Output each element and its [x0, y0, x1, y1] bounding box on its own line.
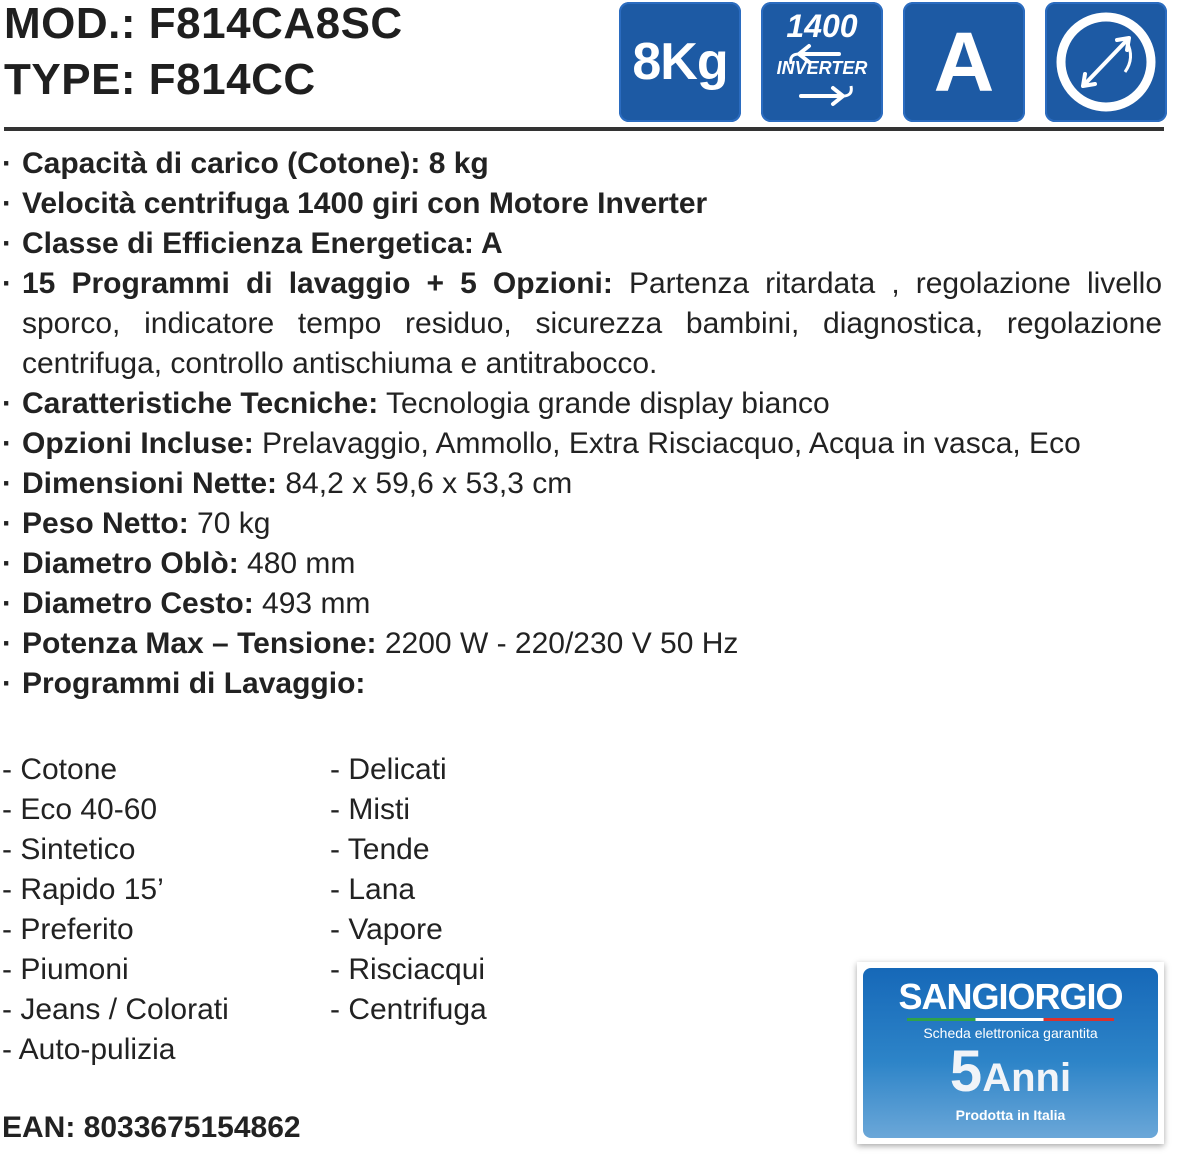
spec-label: Programmi di Lavaggio:: [22, 667, 366, 700]
program-item: - Eco 40-60: [2, 793, 158, 826]
program-column-2: [330, 750, 487, 1030]
italy-flag-stripe: [907, 1018, 1114, 1021]
spec-value: Prelavaggio, Ammollo, Extra Risciacquo, Acqua in vasca, Eco: [253, 427, 1081, 460]
program-item: - Auto-pulizia: [2, 1033, 176, 1066]
program-item: - Piumoni: [2, 953, 129, 986]
ean-code: EAN: 8033675154862: [2, 1111, 301, 1144]
capacity-badge: [619, 2, 741, 122]
spec-list: [0, 144, 1162, 704]
spec-item: [0, 384, 1162, 424]
spec-item: [0, 464, 1162, 504]
energy-class-badge: [903, 2, 1025, 122]
guarantee-badge: [857, 962, 1164, 1144]
program-item: - Delicati: [330, 753, 447, 786]
spec-label: Dimensioni Nette:: [22, 467, 278, 500]
guarantee-subtitle: Scheda elettronica garantita: [923, 1025, 1098, 1041]
spec-item: [0, 144, 1162, 184]
arrows-loop-icon: [761, 2, 883, 122]
energy-class-label: A: [933, 14, 995, 109]
spec-label: Opzioni Incluse:: [22, 427, 254, 460]
program-item: - Tende: [330, 833, 430, 866]
spec-label: Potenza Max – Tensione:: [22, 627, 377, 660]
spec-value: 493 mm: [253, 587, 371, 620]
spec-value: Partenza ritardata , regolazione livello sporco, indicatore tempo residuo, sicurezza bambini, diagnostica, regolazione centrifuga, controllo antischiuma e antitrabocco.: [22, 267, 1162, 380]
guarantee-years: [863, 1039, 1158, 1107]
header-divider: [4, 127, 1164, 131]
spec-value: 480 mm: [238, 547, 356, 580]
spec-label: Caratteristiche Tecniche:: [22, 387, 379, 420]
program-item: - Risciacqui: [330, 953, 486, 986]
spec-item: [0, 264, 1162, 384]
program-item: - Sintetico: [2, 833, 136, 866]
program-item: - Cotone: [2, 753, 118, 786]
made-in-italy: Prodotta in Italia: [955, 1107, 1066, 1123]
program-column-1: [2, 750, 229, 1070]
spec-label: Diametro Oblò:: [22, 547, 239, 580]
inverter-badge: [761, 2, 883, 122]
program-item: - Rapido 15’: [2, 873, 164, 906]
feature-badges: [619, 2, 1167, 122]
program-item: - Vapore: [330, 913, 443, 946]
program-item: - Centrifuga: [330, 993, 487, 1026]
spec-label: Peso Netto:: [22, 507, 189, 540]
model-number: MOD.: F814CA8SC: [4, 0, 403, 48]
door-diameter-icon: [1045, 2, 1167, 122]
spec-item: [0, 504, 1162, 544]
capacity-label: 8Kg: [632, 33, 728, 91]
program-item: - Jeans / Colorati: [2, 993, 229, 1026]
spec-value: 70 kg: [188, 507, 271, 540]
brand-logo: SANGIORGIO: [898, 976, 1123, 1017]
program-item: - Lana: [330, 873, 416, 906]
spec-value: 84,2 x 59,6 x 53,3 cm: [277, 467, 573, 500]
spec-label: Velocità centrifuga 1400 giri con Motore Inverter: [22, 187, 708, 220]
spec-item: [0, 624, 1162, 664]
spec-item: [0, 544, 1162, 584]
spec-item: [0, 184, 1162, 224]
program-item: - Preferito: [2, 913, 134, 946]
spec-label: Capacità di carico (Cotone): 8 kg: [22, 147, 489, 180]
door-diameter-badge: [1045, 2, 1167, 122]
guarantee-years-number: 5: [949, 1039, 983, 1104]
spec-item: [0, 584, 1162, 624]
spec-label: Diametro Cesto:: [22, 587, 254, 620]
spec-label: Classe di Efficienza Energetica: A: [22, 227, 503, 260]
spec-label: 15 Programmi di lavaggio + 5 Opzioni:: [22, 267, 613, 300]
guarantee-years-word: Anni: [982, 1056, 1072, 1100]
type-number: TYPE: F814CC: [4, 55, 316, 104]
spec-item: [0, 224, 1162, 264]
spec-item: [0, 664, 1162, 704]
spec-value: Tecnologia grande display bianco: [378, 387, 830, 420]
spec-item: [0, 424, 1162, 464]
spin-speed-label: 1400: [786, 8, 858, 44]
spec-value: 2200 W - 220/230 V 50 Hz: [376, 627, 739, 660]
program-item: - Misti: [330, 793, 410, 826]
inverter-label: INVERTER: [776, 58, 868, 78]
